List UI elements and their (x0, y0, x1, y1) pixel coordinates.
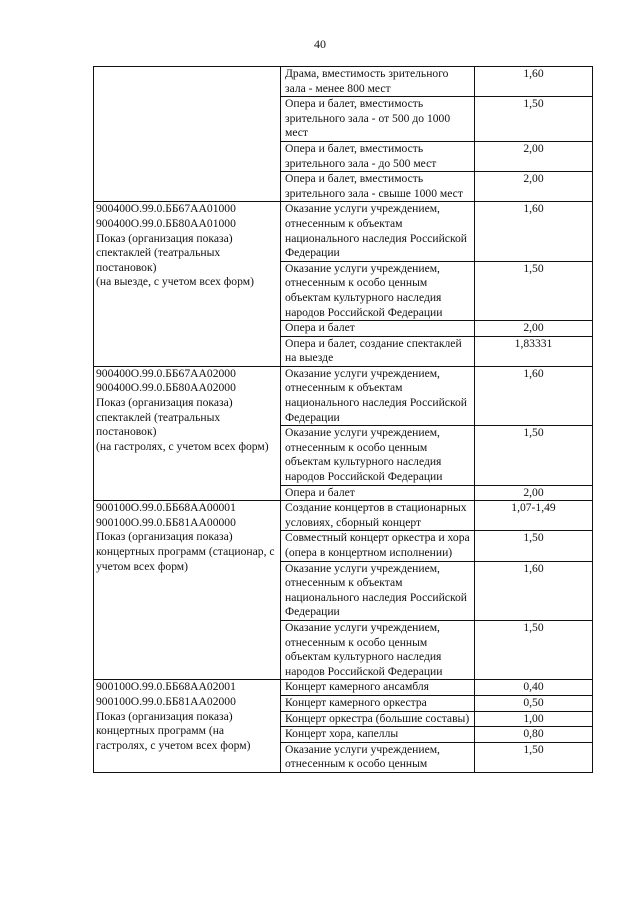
registry-code: 900100О.99.0.ББ68АА00001 (96, 501, 236, 515)
registry-code: 900100О.99.0.ББ68АА02001 (96, 680, 236, 694)
service-description: (на выезде, с учетом всех форм) (96, 275, 254, 289)
condition-text: Создание концертов в стационарных условиях, сборный концерт (285, 501, 467, 529)
condition-cell (281, 711, 475, 727)
condition-text: Оказание услуги учреждением, отнесенным к особо ценным объектам культурного наследия народов Российской Федерации (285, 261, 443, 319)
condition-cell (281, 67, 475, 97)
condition-cell (281, 531, 475, 561)
coefficient-value: 1,60 (475, 67, 593, 97)
registry-code: 900400О.99.0.ББ80АА01000 (96, 216, 236, 230)
coefficient-value: 0,80 (475, 727, 593, 743)
service-code-cell (94, 501, 281, 680)
service-code-cell (94, 680, 281, 773)
coefficient-value: 1,50 (475, 531, 593, 561)
condition-cell (281, 321, 475, 337)
page-number: 40 (314, 37, 326, 51)
condition-text: Концерт камерного ансамбля (285, 680, 430, 694)
condition-cell (281, 561, 475, 620)
service-code-cell (94, 202, 281, 367)
coefficient-value: 1,60 (475, 202, 593, 261)
registry-code: 900100О.99.0.ББ81АА02000 (96, 694, 236, 708)
condition-text: Опера и балет, создание спектаклей на выезде (285, 336, 462, 365)
coefficient-value: 1,83331 (475, 336, 593, 366)
condition-cell (281, 620, 475, 679)
condition-text: Оказание услуги учреждением, отнесенным к особо ценным объектам культурного наследия народов Российской Федерации (285, 620, 443, 678)
condition-text: Опера и балет (285, 321, 355, 335)
coefficient-value: 1,00 (475, 711, 593, 727)
table-row (94, 366, 593, 425)
condition-text: Оказание услуги учреждением, отнесенным к особо ценным объектам культурного наследия народов Российской Федерации (285, 426, 443, 484)
condition-text: Оказание услуги учреждением, отнесенным к особо ценным (285, 742, 440, 771)
condition-text: Оказание услуги учреждением, отнесенным к объектам национального наследия Российской Федерации (285, 561, 467, 619)
condition-cell (281, 261, 475, 320)
condition-cell (281, 172, 475, 202)
condition-text: Опера и балет, вместимость зрительного зала - от 500 до 1000 мест (285, 97, 451, 140)
coefficient-table (93, 66, 593, 773)
condition-cell (281, 695, 475, 711)
service-description: Показ (организация показа) спектаклей (театральных постановок) (96, 231, 236, 274)
registry-code: 900400О.99.0.ББ67АА01000 (96, 202, 236, 216)
service-description: (на гастролях, с учетом всех форм) (96, 439, 269, 453)
coefficient-value: 2,00 (475, 321, 593, 337)
registry-code: 900400О.99.0.ББ67АА02000 (96, 366, 236, 380)
service-code-cell (94, 67, 281, 202)
condition-cell (281, 336, 475, 366)
condition-text: Опера и балет (285, 485, 355, 499)
condition-text: Концерт камерного оркестра (285, 695, 427, 709)
coefficient-value: 2,00 (475, 141, 593, 171)
coefficient-value: 1,60 (475, 561, 593, 620)
condition-text: Опера и балет, вместимость зрительного зала - до 500 мест (285, 141, 437, 170)
service-description: Показ (организация показа) спектаклей (театральных постановок) (96, 396, 236, 439)
condition-text: Драма, вместимость зрительного зала - менее 800 мест (285, 67, 449, 95)
condition-cell (281, 727, 475, 743)
condition-cell (281, 742, 475, 772)
table-row (94, 680, 593, 696)
coefficient-value: 0,50 (475, 695, 593, 711)
coefficient-value: 1,50 (475, 742, 593, 772)
condition-cell (281, 202, 475, 261)
coefficient-value: 1,50 (475, 261, 593, 320)
condition-cell (281, 501, 475, 531)
condition-text: Опера и балет, вместимость зрительного зала - свыше 1000 мест (285, 172, 463, 200)
coefficient-value: 1,60 (475, 366, 593, 425)
coefficient-value: 1,50 (475, 426, 593, 485)
coefficient-value: 2,00 (475, 172, 593, 202)
condition-cell (281, 97, 475, 142)
coefficient-value: 0,40 (475, 680, 593, 696)
table-row (94, 501, 593, 531)
condition-cell (281, 426, 475, 485)
table-row (94, 202, 593, 261)
condition-cell (281, 141, 475, 171)
service-description: Показ (организация показа) концертных программ (стационар, с учетом всех форм) (96, 530, 278, 573)
condition-text: Совместный концерт оркестра и хора (опера в концертном исполнении) (285, 531, 470, 559)
service-description: Показ (организация показа) концертных программ (на гастролях, с учетом всех форм) (96, 709, 251, 752)
coefficient-value: 1,50 (475, 97, 593, 142)
condition-text: Концерт оркестра (большие составы) (285, 711, 470, 725)
registry-code: 900100О.99.0.ББ81АА00000 (96, 515, 236, 529)
table-row (94, 67, 593, 97)
registry-code: 900400О.99.0.ББ80АА02000 (96, 381, 236, 395)
coefficient-value: 2,00 (475, 485, 593, 501)
coefficient-value: 1,07-1,49 (475, 501, 593, 531)
service-code-cell (94, 366, 281, 500)
condition-text: Оказание услуги учреждением, отнесенным к объектам национального наследия Российской Федерации (285, 366, 467, 424)
condition-cell (281, 680, 475, 696)
condition-text: Концерт хора, капеллы (285, 727, 399, 741)
coefficient-value: 1,50 (475, 620, 593, 679)
condition-cell (281, 366, 475, 425)
condition-text: Оказание услуги учреждением, отнесенным к объектам национального наследия Российской Федерации (285, 202, 467, 260)
condition-cell (281, 485, 475, 501)
